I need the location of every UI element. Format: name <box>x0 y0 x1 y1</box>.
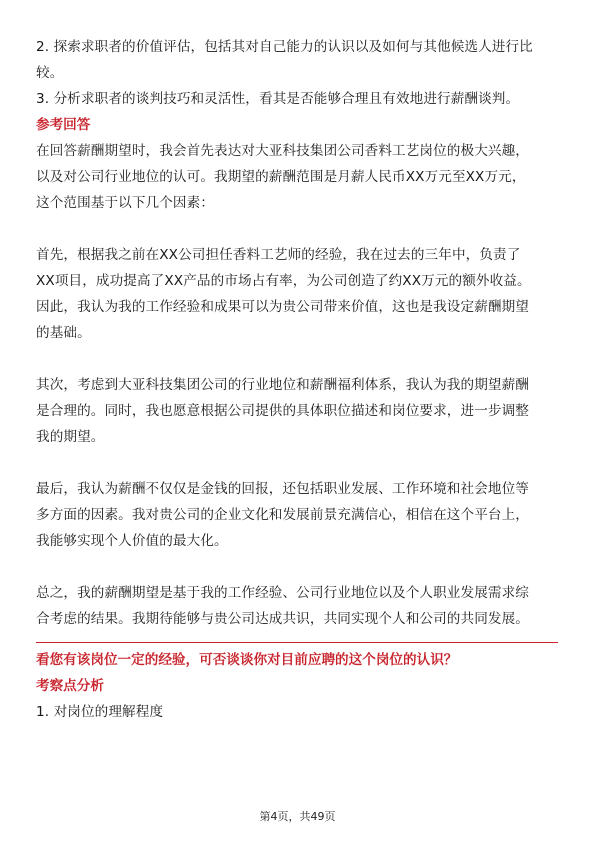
page-number: 第4页，共49页 <box>259 810 336 823</box>
document-page <box>36 34 558 725</box>
paragraph-line: 首先，根据我之前在XX公司担任香料工艺师的经验，我在过去的三年中，负责了 <box>36 247 521 263</box>
paragraph-line: 在回答薪酬期望时，我会首先表达对大亚科技集团公司香料工艺岗位的极大兴趣， <box>36 143 529 159</box>
paragraph-gap <box>36 346 558 372</box>
paragraph-line: 最后，我认为薪酬不仅仅是金钱的回报，还包括职业发展、工作环境和社会地位等 <box>36 481 529 497</box>
list-item: 2. 探索求职者的价值评估，包括其对自己能力的认识以及如何与其他候选人进行比 <box>36 39 533 55</box>
list-item: 1. 对岗位的理解程度 <box>36 704 164 720</box>
paragraph-line: 其次，考虑到大亚科技集团公司的行业地位和薪酬福利体系，我认为我的期望薪酬 <box>36 377 529 393</box>
paragraph-line: 是合理的。同时，我也愿意根据公司提供的具体职位描述和岗位要求，进一步调整 <box>36 403 529 419</box>
reference-answer-heading: 参考回答 <box>36 117 91 133</box>
list-item: 较。 <box>36 65 64 81</box>
paragraph-line: 我的期望。 <box>36 429 105 445</box>
paragraph-line: 因此，我认为我的工作经验和成果可以为贵公司带来价值，这也是我设定薪酬期望 <box>36 299 529 315</box>
interview-question: 看您有该岗位一定的经验，可否谈谈你对目前应聘的这个岗位的认识？ <box>36 652 458 668</box>
paragraph-line: 的基础。 <box>36 325 91 341</box>
paragraph-gap <box>36 554 558 580</box>
paragraph-line: 总之，我的薪酬期望是基于我的工作经验、公司行业地位以及个人职业发展需求综 <box>36 585 529 601</box>
paragraph-line: 我能够实现个人价值的最大化。 <box>36 533 228 549</box>
paragraph-line: 这个范围基于以下几个因素： <box>36 195 215 211</box>
paragraph-gap <box>36 216 558 242</box>
paragraph-gap <box>36 450 558 476</box>
paragraph-line: XX项目，成功提高了XX产品的市场占有率，为公司创造了约XX万元的额外收益。 <box>36 273 531 289</box>
paragraph-line: 多方面的因素。我对贵公司的企业文化和发展前景充满信心，相信在这个平台上， <box>36 507 529 523</box>
list-item: 3. 分析求职者的谈判技巧和灵活性，看其是否能够合理且有效地进行薪酬谈判。 <box>36 91 520 107</box>
paragraph-line: 以及对公司行业地位的认可。我期望的薪酬范围是月薪人民币XX万元至XX万元， <box>36 169 526 185</box>
section-divider <box>36 642 558 643</box>
paragraph-line: 合考虑的结果。我期待能够与贵公司达成共识，共同实现个人和公司的共同发展。 <box>36 611 529 627</box>
analysis-heading: 考察点分析 <box>36 678 104 694</box>
